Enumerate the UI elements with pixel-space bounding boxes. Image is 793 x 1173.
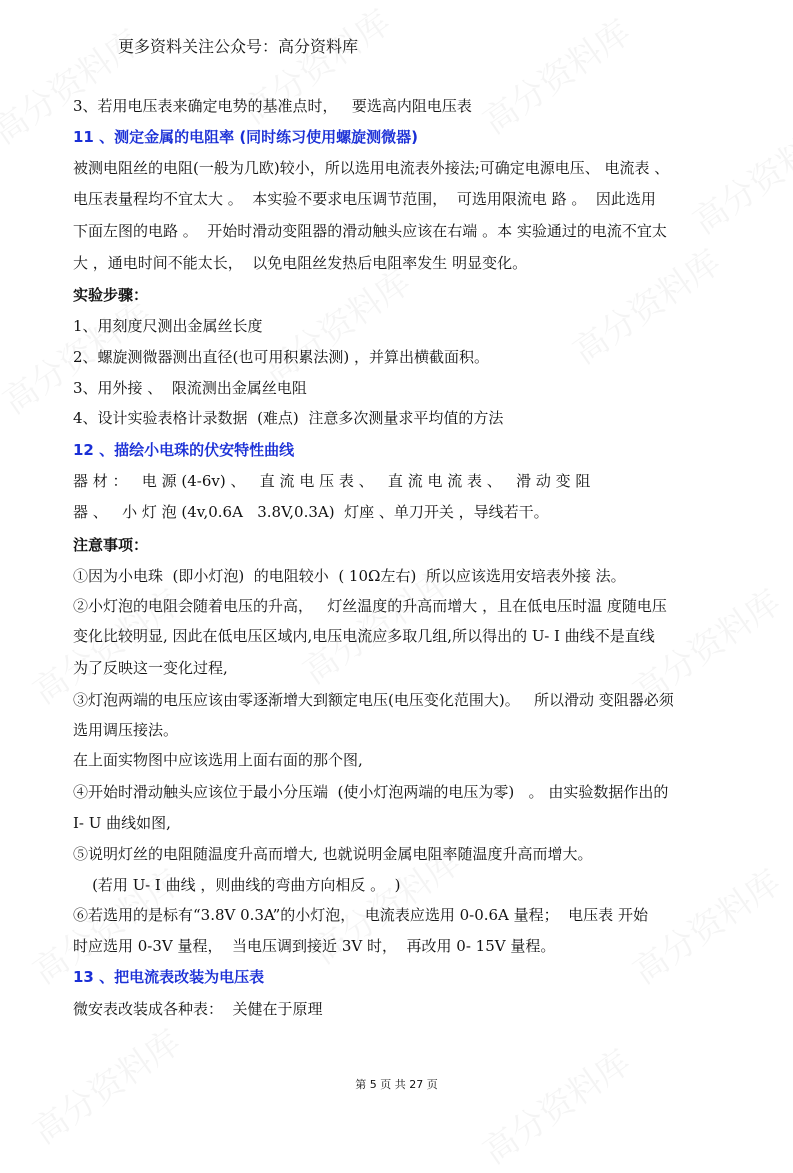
watermark-text — [561, 236, 728, 374]
section-heading: 11 、测定金属的电阻率 (同时练习使用螺旋测微器) — [73, 128, 419, 146]
section-heading: 13 、把电流表改装为电压表 — [73, 968, 265, 986]
watermark-text — [681, 106, 793, 244]
watermark-text — [251, 256, 418, 394]
text-line: 下面左图的电路 。 开始时滑动变阻器的滑动触头应该在右端 。本 实验通过的电流不宜太 — [73, 222, 667, 240]
text-line: 器 材 ： 电 源 (4-6v) 、 直 流 电 压 表 、 直 流 电 流 表 、 滑 动 变 阻 — [73, 472, 591, 490]
text-line: ①因为小电珠 (即小灯泡) 的电阻较小 ( 10Ω左右) 所以应该选用安培表外接 法。 — [73, 567, 626, 585]
text-line: 选用调压接法。 — [73, 721, 179, 739]
page-header: 更多资料关注公众号：高分资料库 — [118, 37, 359, 56]
text-line: 2、螺旋测微器测出直径(也可用积累法测) ，并算出横截面积。 — [73, 348, 490, 366]
text-line: 被测电阻丝的电阻(一般为几欧)较小，所以选用电流表外接法;可确定电源电压、 电流表 、 — [73, 159, 670, 177]
text-line: ⑥若选用的是标有“3.8V 0.3A”的小灯泡， 电流表应选用 0-0.6A 量程； 电压表 开始 — [73, 906, 648, 924]
text-line: ⑤说明灯丝的电阻随温度升高而增大, 也就说明金属电阻率随温度升高而增大。 — [73, 845, 593, 863]
watermark-text — [471, 6, 638, 144]
text-line: 1、用刻度尺测出金属丝长度 — [73, 317, 263, 335]
text-line: ③灯泡两端的电压应该由零逐渐增大到额定电压(电压变化范围大)。 所以滑动 变阻器必须 — [73, 691, 674, 709]
page-footer: 第 5 页 共 27 页 — [355, 1078, 438, 1091]
text-line: 变化比较明显, 因此在低电压区域内,电压电流应多取几组,所以得出的 U- I 曲线不是直线 — [73, 627, 655, 645]
text-line: 3、用外接 、 限流测出金属丝电阻 — [73, 379, 307, 397]
text-line: 大 ，通电时间不能太长， 以免电阻丝发热后电阻率发生 明显变化。 — [73, 254, 528, 272]
watermark-text — [471, 1036, 638, 1173]
text-line: ②小灯泡的电阻会随着电压的升高， 灯丝温度的升高而增大 ，且在低电压时温 度随电压 — [73, 597, 667, 615]
text-line: 为了反映这一变化过程, — [73, 659, 228, 677]
text-line: 电压表量程均不宜太大 。 本实验不要求电压调节范围， 可选用限流电 路 。 因此选用 — [73, 190, 656, 208]
text-line: 在上面实物图中应该选用上面右面的那个图, — [73, 751, 363, 769]
text-line: ④开始时滑动触头应该位于最小分压端 (使小灯泡两端的电压为零) 。 由实验数据作出的 — [73, 783, 669, 801]
subheading: 实验步骤： — [73, 286, 149, 304]
text-line: 微安表改装成各种表： 关健在于原理 — [73, 1000, 323, 1018]
text-line: (若用 U- I 曲线 ，则曲线的弯曲方向相反 。 ) — [73, 876, 401, 894]
subheading: 注意事项： — [73, 536, 149, 554]
text-line: 4、设计实验表格计录数据 (难点) 注意多次测量求平均值的方法 — [73, 409, 504, 427]
text-line: 时应选用 0-3V 量程， 当电压调到接近 3V 时， 再改用 0- 15V 量程。 — [73, 937, 556, 955]
text-line: 器 、 小 灯 泡 (4v,0.6A 3.8V,0.3A) 灯座 、单刀开关 ，导线若干。 — [73, 503, 549, 521]
text-line: I- U 曲线如图, — [73, 814, 171, 832]
text-line: 3、若用电压表来确定电势的基准点时， 要选高内阻电压表 — [73, 97, 472, 115]
section-heading: 12 、描绘小电珠的伏安特性曲线 — [73, 441, 295, 459]
